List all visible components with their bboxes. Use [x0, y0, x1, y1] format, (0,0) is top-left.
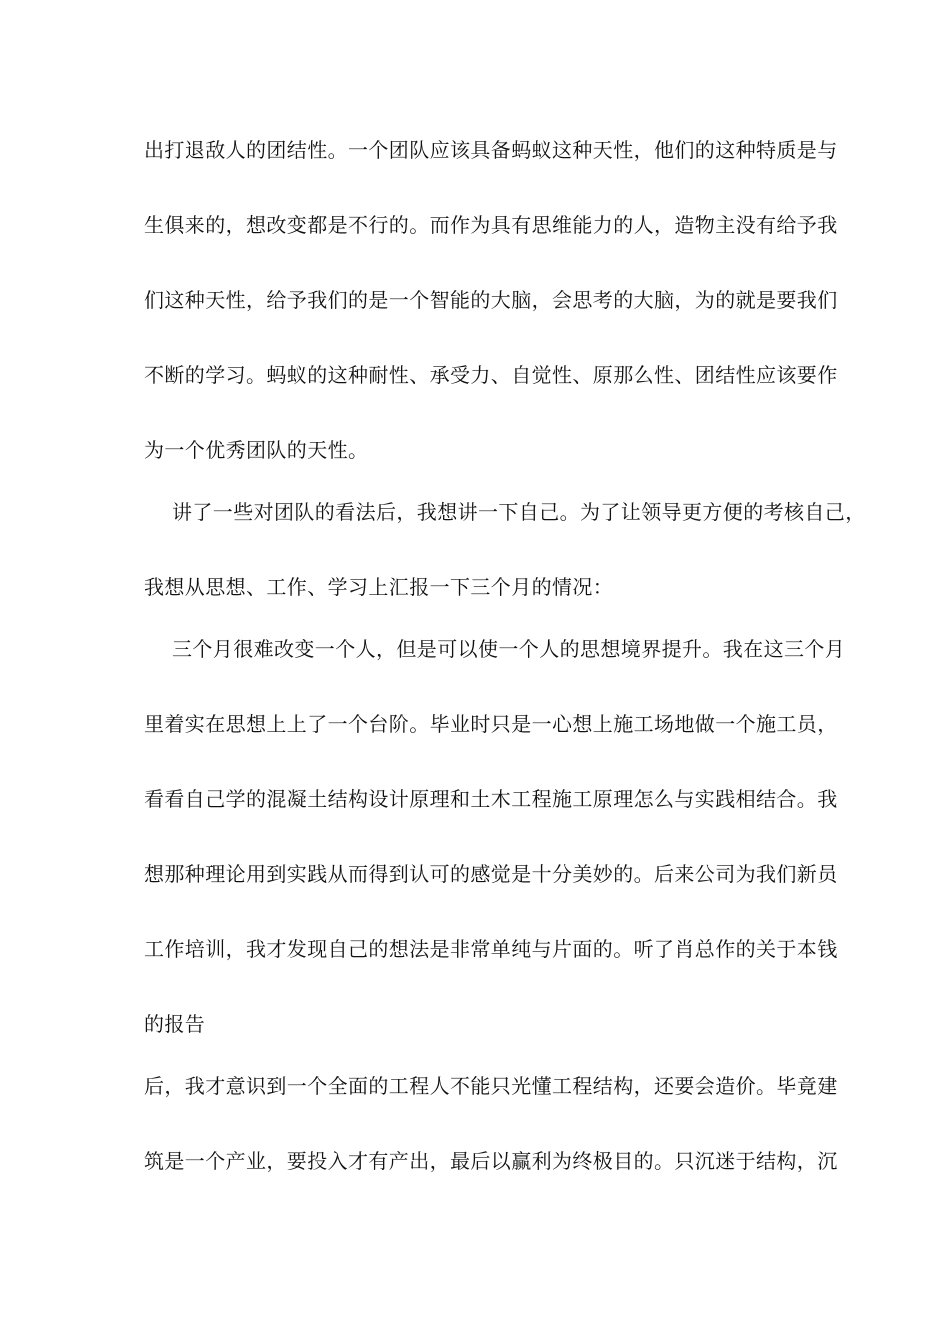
text-line: 筑是一个产业，要投入才有产出，最后以赢利为终极目的。只沉迷于结构，沉: [144, 1149, 838, 1173]
text-line: 为一个优秀团队的天性。: [144, 438, 369, 462]
text-line: 讲了一些对团队的看法后，我想讲一下自己。为了让领导更方便的考核自己，: [172, 500, 866, 524]
text-line: 工作培训，我才发现自己的想法是非常单纯与片面的。听了肖总作的关于本钱: [144, 937, 838, 961]
text-line: 后，我才意识到一个全面的工程人不能只光懂工程结构，还要会造价。毕竟建: [144, 1074, 838, 1098]
text-line: 想那种理论用到实践从而得到认可的感觉是十分美妙的。后来公司为我们新员: [144, 862, 838, 886]
text-line: 出打退敌人的团结性。一个团队应该具备蚂蚁这种天性，他们的这种特质是与: [144, 138, 838, 162]
text-line: 生俱来的，想改变都是不行的。而作为具有思维能力的人，造物主没有给予我: [144, 213, 838, 237]
text-line: 不断的学习。蚂蚁的这种耐性、承受力、自觉性、原那么性、团结性应该要作: [144, 363, 838, 387]
text-line: 里着实在思想上上了一个台阶。毕业时只是一心想上施工场地做一个施工员，: [144, 712, 838, 736]
text-line: 们这种天性，给予我们的是一个智能的大脑，会思考的大脑，为的就是要我们: [144, 288, 838, 312]
text-line: 的报告: [144, 1012, 206, 1036]
text-line: 我想从思想、工作、学习上汇报一下三个月的情况：: [144, 575, 614, 599]
text-line: 看看自己学的混凝土结构设计原理和土木工程施工原理怎么与实践相结合。我: [144, 787, 838, 811]
text-line: 三个月很难改变一个人，但是可以使一个人的思想境界提升。我在这三个月: [172, 637, 846, 661]
